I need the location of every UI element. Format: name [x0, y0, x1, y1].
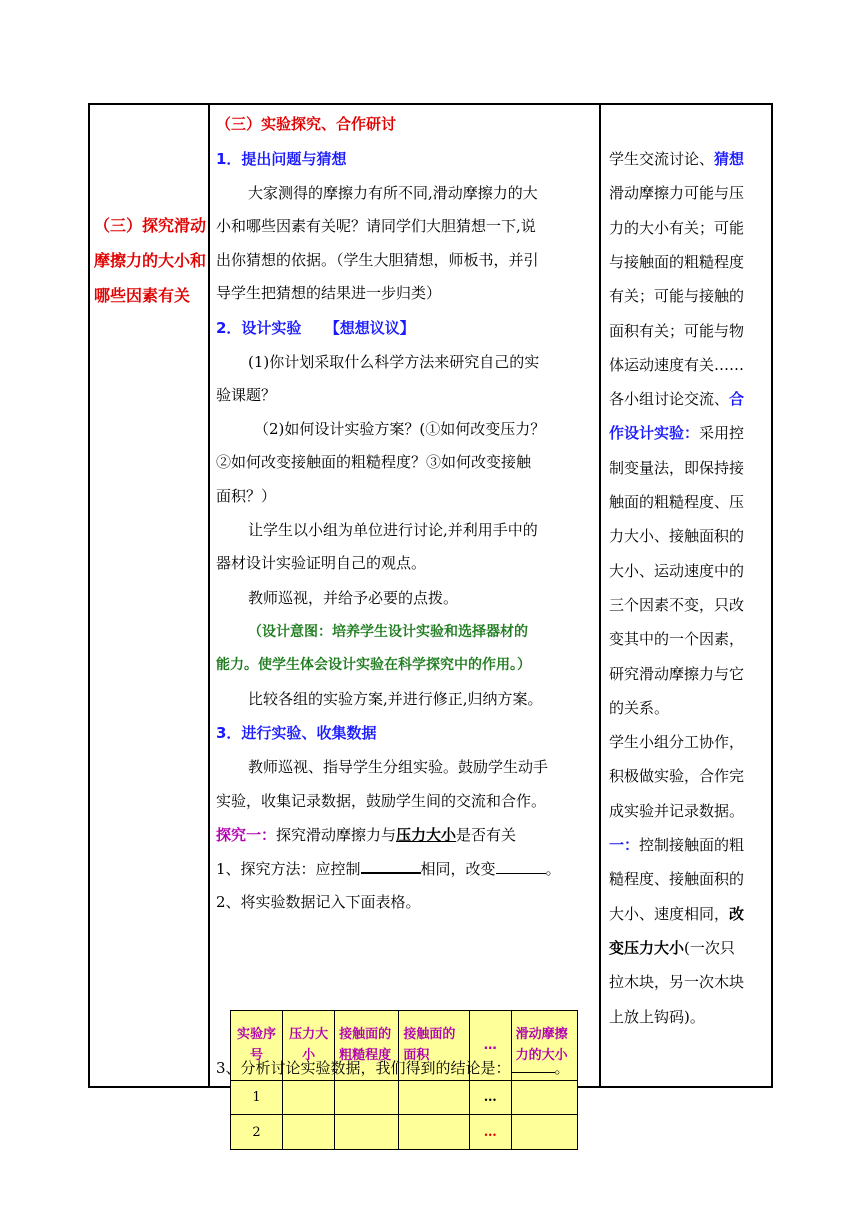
student-activity-line [609, 423, 744, 443]
table-cell: 1 [231, 1080, 283, 1115]
student-activity-line [609, 595, 744, 615]
conclusion-text: 3、分析讨论实验数据，我们得到的结论是： [216, 1059, 511, 1077]
student-activity-line [609, 629, 744, 649]
student-activity-text: 三个因素不变，只改 [609, 595, 745, 614]
table-cell: … [469, 1080, 511, 1115]
column-divider [208, 105, 210, 1086]
design-intent-line: （设计意图：培养学生设计实验和选择器材的 [248, 624, 528, 640]
explore-variable: 压力大小 [396, 826, 457, 844]
step3-heading: 3．进行实验、收集数据 [216, 724, 377, 742]
question-line: (1)你计划采取什么科学方法来研究自己的实 [248, 353, 540, 371]
student-activity-text: 拉木块，另一次木块 [609, 973, 745, 992]
question-line: 验课题？ [216, 386, 277, 404]
student-activity-text: 力的大小有关；可能 [609, 218, 745, 237]
student-activity-text: 触面的粗糙程度、压 [609, 493, 745, 511]
student-activity-line [609, 492, 744, 512]
student-activity-line [609, 801, 744, 821]
student-activity-line [609, 389, 744, 409]
student-activity-line [609, 698, 669, 718]
table-header: 实验序号 [231, 1011, 283, 1081]
student-activity-text: 体运动速度有关…… [609, 355, 745, 374]
control-variable-blank[interactable] [361, 872, 421, 874]
student-activity-line [609, 938, 735, 958]
student-activity-line [609, 835, 744, 855]
student-activity-text: 大小、运动速度中的 [609, 561, 745, 580]
student-activity-text: 积极做实验，合作完 [609, 767, 745, 786]
table-header: 压力大小 [283, 1011, 335, 1081]
student-activity-text: 糙程度、接触面积的 [609, 870, 745, 889]
student-activity-text: 合 [729, 390, 745, 409]
table-cell[interactable] [511, 1115, 577, 1150]
lesson-table [88, 103, 773, 1140]
section-title: （三）实验探究、合作研讨 [216, 115, 397, 133]
student-activity-text: 面积有关；可能与物 [609, 321, 745, 340]
table-cell[interactable] [335, 1080, 399, 1115]
column-divider [599, 105, 601, 1086]
student-activity-line [609, 218, 744, 238]
student-activity-text: 力大小、接触面积的 [609, 527, 745, 546]
method-text: 。 [545, 860, 561, 878]
section-heading: （三）探究滑动摩擦力的大小和哪些因素有关 [94, 216, 207, 305]
student-activity-line [609, 252, 744, 272]
explore-text: 是否有关 [456, 826, 517, 844]
table-cell[interactable] [283, 1080, 335, 1115]
paragraph-line: 实验，收集记录数据，鼓励学生间的交流和合作。 [216, 792, 547, 810]
student-activity-line [609, 1007, 705, 1027]
table-cell[interactable] [399, 1080, 469, 1115]
table-cell[interactable] [511, 1080, 577, 1115]
data-table [230, 1010, 578, 1150]
student-activity-line [609, 732, 744, 752]
student-activity-text: 控制接触面的粗 [639, 836, 745, 854]
explore-label: 探究一： [216, 826, 277, 844]
student-activity-text: 学生交流讨论、 [609, 150, 715, 168]
design-intent-line: 能力。使学生体会设计实验在科学探究中的作用。） [216, 657, 531, 673]
paragraph-line: 器材设计实验证明自己的观点。 [216, 554, 427, 572]
student-activity-text: 一： [609, 836, 640, 854]
student-activity-text: 大小、速度相同， [609, 904, 730, 923]
student-activity-line [609, 183, 744, 203]
student-activity-line [609, 869, 744, 889]
changed-variable-blank[interactable] [496, 873, 546, 874]
student-activity-text: 成实验并记录数据。 [609, 801, 745, 820]
student-activity-text: 与接触面的粗糙程度 [609, 252, 745, 271]
student-activity-text: 改 [729, 904, 745, 923]
table-header: 接触面的粗糙程度 [335, 1011, 399, 1081]
table-cell[interactable] [399, 1115, 469, 1150]
student-activity-line [609, 904, 744, 924]
conclusion-blank[interactable] [511, 1072, 555, 1073]
paragraph-line: 出你猜想的依据。（学生大胆猜想，师板书，并引 [216, 251, 539, 269]
student-activity-line [609, 355, 744, 375]
paragraph-line: 导学生把猜想的结果进一步归类） [216, 284, 442, 302]
student-activity-text: (一次只 [684, 938, 735, 957]
conclusion-text: 。 [554, 1059, 570, 1077]
student-activity-line [609, 561, 744, 581]
student-activity-text: 采用控 [699, 424, 745, 443]
question-line: ②如何改变接触面的粗糙程度？③如何改变接触 [216, 453, 532, 471]
student-activity-text: 学生小组分工协作， [609, 733, 745, 752]
step2-tag: 【想想议议】 [324, 319, 415, 337]
table-header: 接触面的面积 [399, 1011, 469, 1081]
student-activity-text: 作设计实验： [609, 424, 700, 443]
student-activity-line [609, 149, 744, 169]
method-text: 相同，改变 [420, 860, 496, 878]
question-line: （2)如何设计实验方案？(①如何改变压力？ [254, 420, 546, 438]
student-activity-text: 变其中的一个因素， [609, 630, 745, 649]
student-activity-line [609, 972, 744, 992]
paragraph-line: 小和哪些因素有关呢？请同学们大胆猜想一下,说 [216, 217, 536, 235]
student-activity-text: 变压力大小 [609, 938, 685, 957]
step1-heading: 1．提出问题与猜想 [216, 150, 347, 168]
paragraph-line: 教师巡视，并给予必要的点拨。 [248, 589, 459, 607]
student-activity-text: 制变量法，即保持接 [609, 458, 745, 477]
paragraph-line: 大家测得的摩擦力有所不同,滑动摩擦力的大 [248, 184, 538, 202]
student-activity-text: 上放上钩码)。 [609, 1007, 705, 1026]
student-activity-text: 有关；可能与接触的 [609, 287, 745, 306]
student-activity-text: 各小组讨论交流、 [609, 390, 730, 409]
explore-text: 探究滑动摩擦力与 [276, 826, 397, 844]
paragraph-line: 比较各组的实验方案,并进行修正,归纳方案。 [248, 690, 543, 708]
table-cell: … [469, 1115, 511, 1150]
student-activity-line [609, 526, 744, 546]
table-row [231, 1115, 578, 1150]
record-instruction: 2、将实验数据记入下面表格。 [216, 893, 421, 911]
table-cell[interactable] [283, 1115, 335, 1150]
method-text: 1、探究方法：应控制 [216, 860, 361, 878]
table-header: … [469, 1011, 511, 1081]
paragraph-line: 教师巡视、指导学生分组实验。鼓励学生动手 [248, 758, 549, 776]
student-activity-text: 的关系。 [609, 698, 670, 717]
table-header: 滑动摩擦力的大小 [511, 1011, 577, 1081]
student-activity-line [609, 321, 744, 341]
student-activity-line [609, 766, 744, 786]
student-activity-line [609, 286, 744, 306]
student-activity-text: 滑动摩擦力可能与压 [609, 184, 745, 203]
step2-heading: 2．设计实验 [216, 319, 302, 337]
table-cell: 2 [231, 1115, 283, 1150]
table-row [231, 1080, 578, 1115]
paragraph-line: 让学生以小组为单位进行讨论,并利用手中的 [248, 521, 538, 539]
question-line: 面积？） [216, 487, 277, 505]
student-activity-line [609, 458, 744, 478]
student-activity-line [609, 664, 744, 684]
student-activity-text: 猜想 [714, 150, 745, 168]
student-activity-text: 研究滑动摩擦力与它 [609, 664, 745, 683]
table-cell[interactable] [335, 1115, 399, 1150]
